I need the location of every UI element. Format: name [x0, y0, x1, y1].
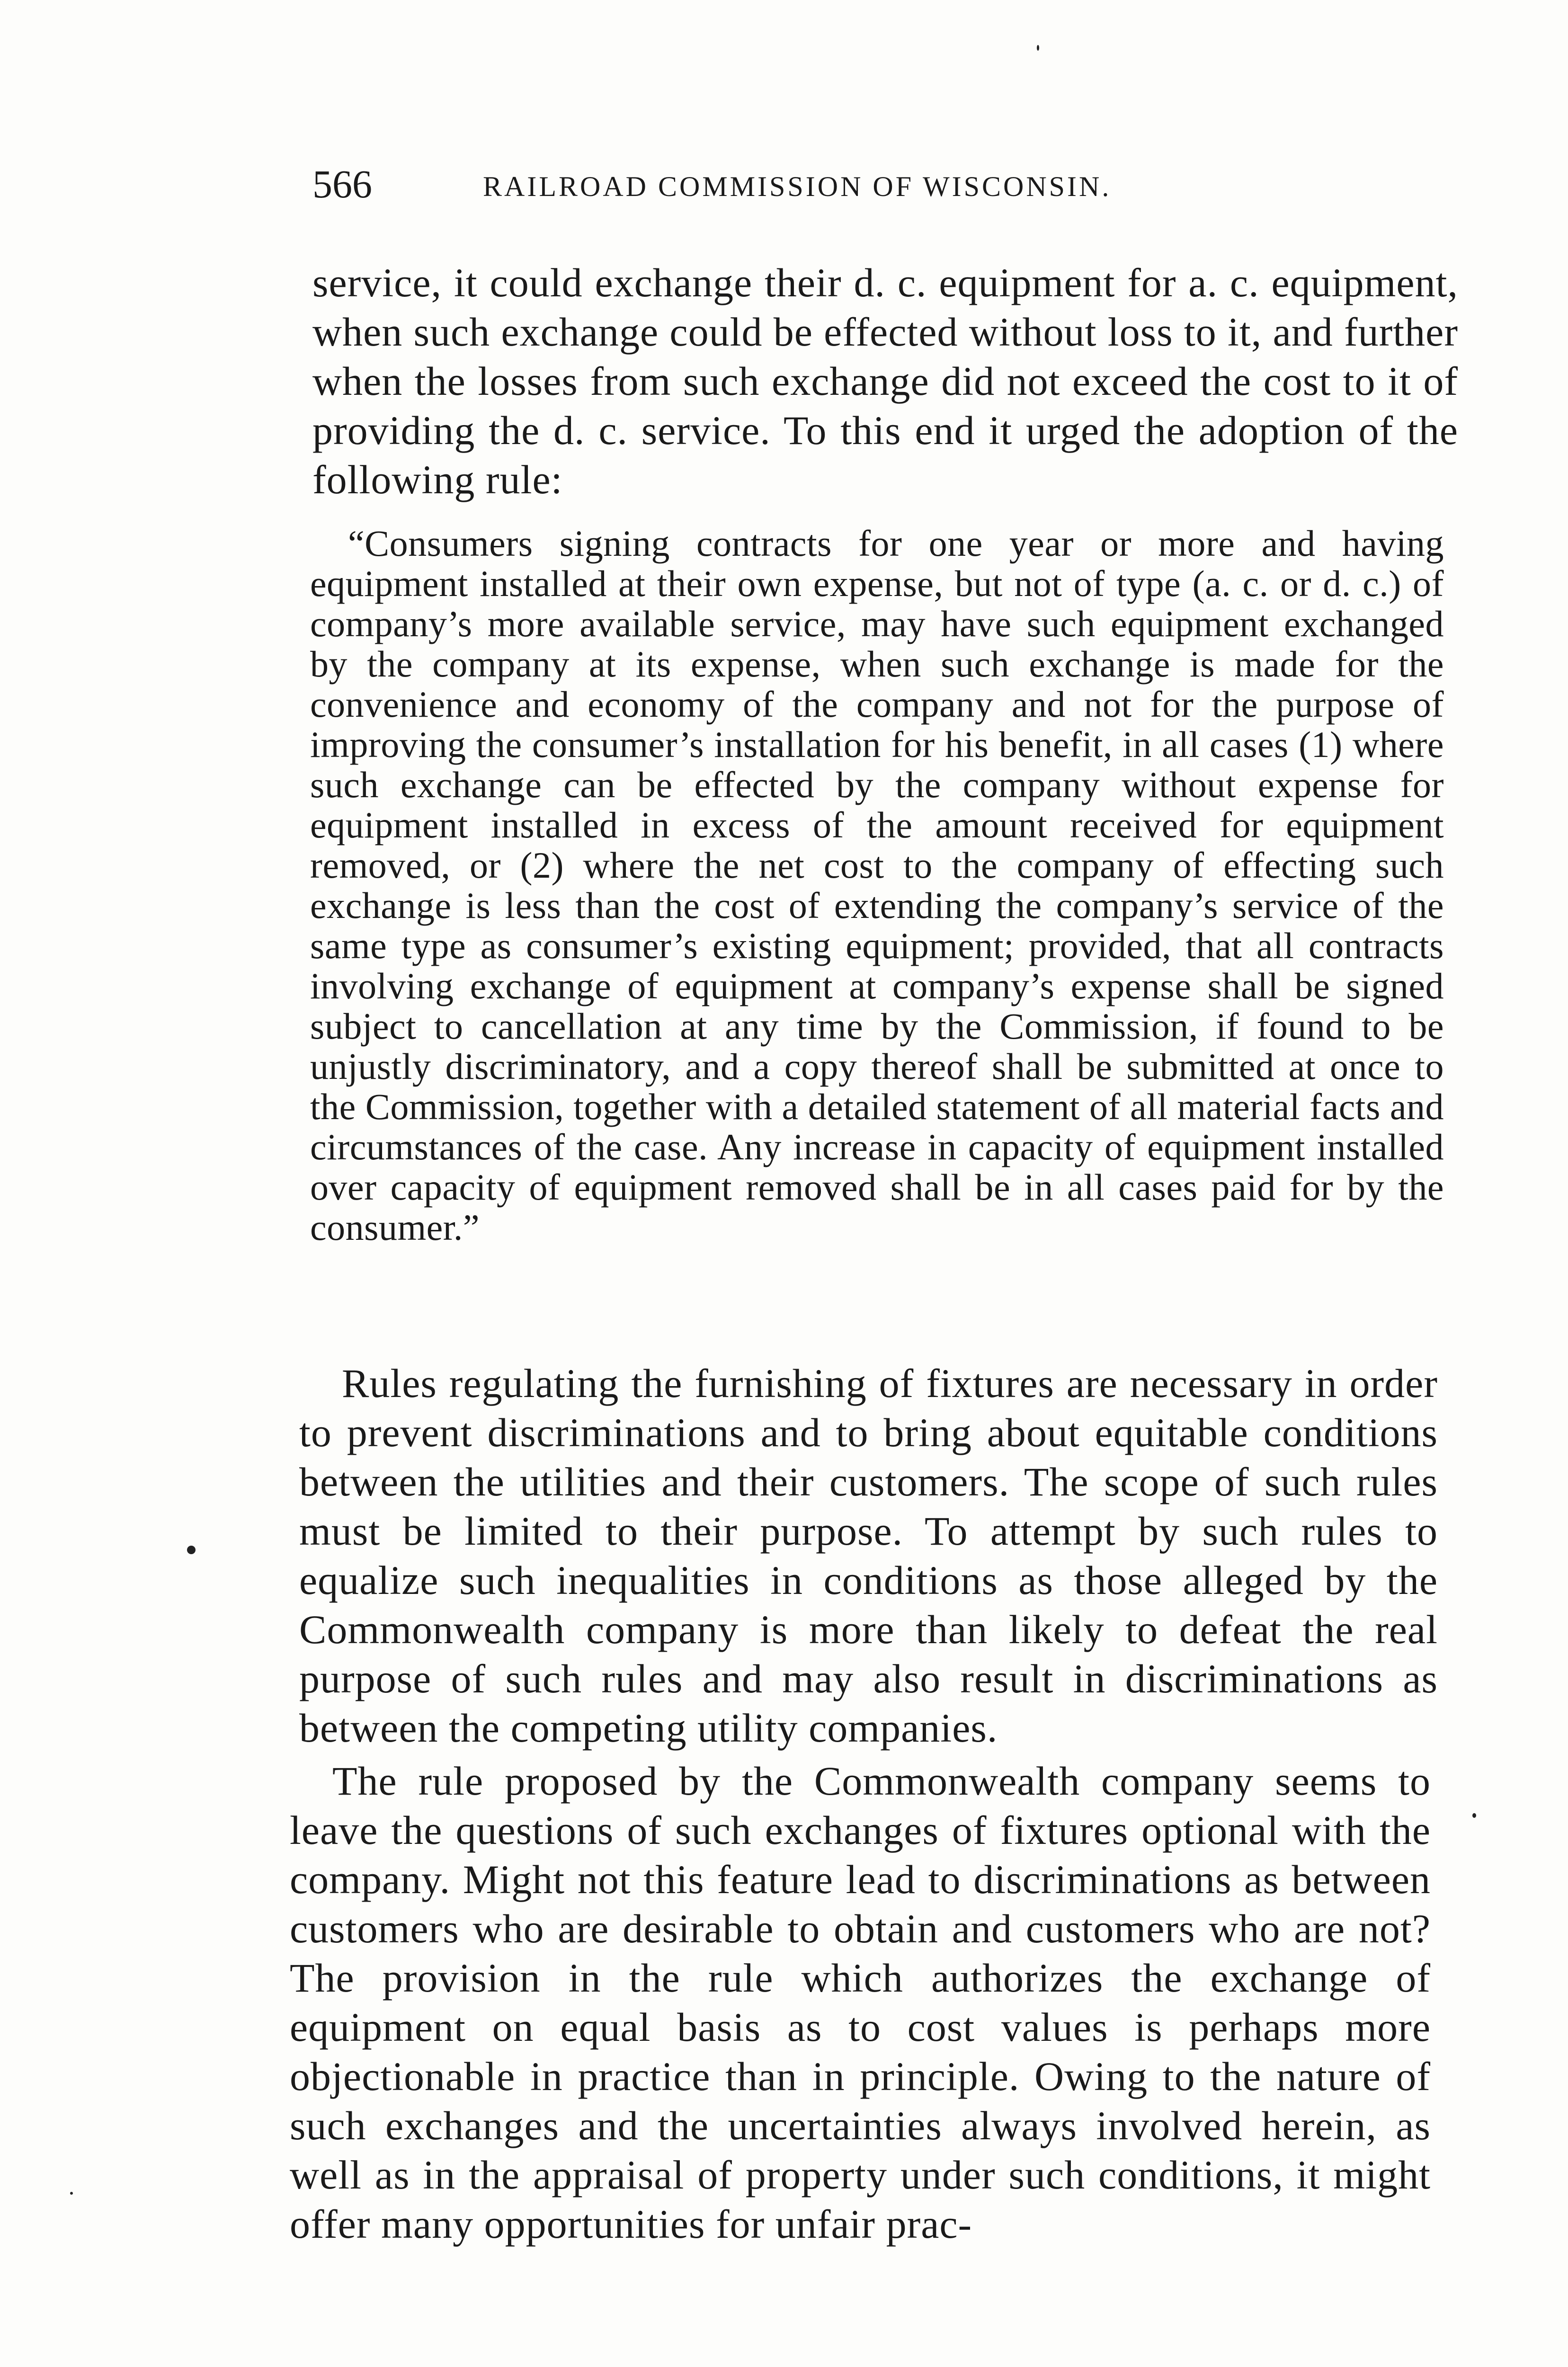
page-header: [312, 161, 1524, 213]
scan-speck: [1037, 45, 1039, 51]
page-number: 566: [312, 162, 372, 206]
running-title: RAILROAD COMMISSION OF WISCONSIN.: [483, 171, 1112, 202]
scan-speck: [187, 1546, 196, 1554]
scan-speck: [1472, 1813, 1476, 1818]
paragraph-proposed-rule: The rule proposed by the Commonwealth company seems to leave the questions of such exchanges of fixtures optional with the company. Might not this feature lead to discriminations as between customers who are desirable to obtain and customers who are not? The provision in the rule which authorizes the exchange of equipment on equal basis as to cost values is perhaps more objectionable in practice than in principle. Owing to the nature of such exchanges and the uncertainties always involved herein, as well as in the appraisal of property under such conditions, it might offer many opportunities for unfair prac-: [290, 1758, 1431, 2247]
paragraph-rules-fixtures: Rules regulating the furnishing of fixtures are necessary in order to prevent discriminations and to bring about equitable conditions between the utilities and their customers. The scope of such rules must be limited to their purpose. To attempt by such rules to equalize such inequalities in conditions as those alleged by the Commonwealth company is more than likely to defeat the real purpose of such rules and may also result in discriminations as between the competing utility companies.: [299, 1361, 1438, 1751]
scan-speck: [70, 2192, 73, 2195]
paragraph-continuation: service, it could exchange their d. c. equipment for a. c. equipment, when such exchange could be effected without loss to it, and further when the losses from such exchange did not exceed the cost to it of providing the d. c. service. To this end it urged the adoption of the following rule:: [312, 260, 1458, 502]
quoted-rule-paragraph: “Consumers signing contracts for one year or more and having equipment installed at their own expense, but not of type (a. c. or d. c.) of company’s more available service, may have such equipment exchanged by the company at its expense, when such exchange is made for the convenience and economy of the company and not for the purpose of improving the consumer’s installation for his benefit, in all cases (1) where such exchange can be effected by the company without expense for equipment installed in excess of the amount received for equipment removed, or (2) where the net cost to the company of effecting such exchange is less than the cost of extending the company’s service of the same type as consumer’s existing equipment; provided, that all contracts involving exchange of equipment at company’s expense shall be signed subject to cancellation at any time by the Commission, if found to be unjustly discriminatory, and a copy thereof shall be submitted at once to the Commission, together with a detailed statement of all material facts and circumstances of the case. Any increase in capacity of equipment installed over capacity of equipment removed shall be in all cases paid for by the consumer.”: [310, 523, 1444, 1248]
